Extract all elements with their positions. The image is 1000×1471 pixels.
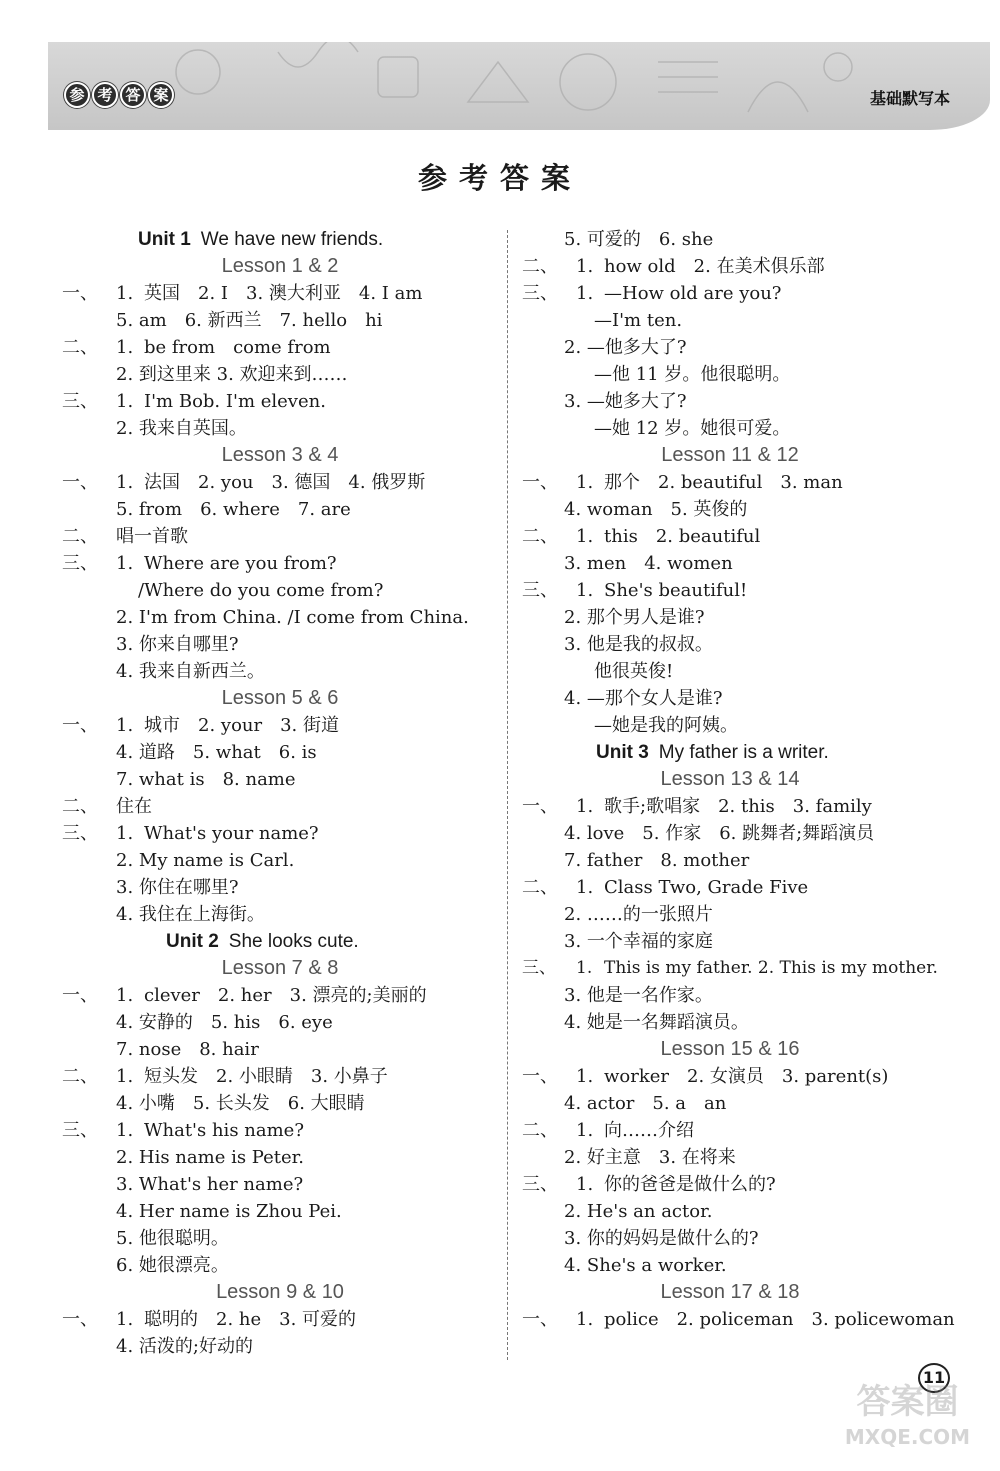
answer-line: 4. 我来自新西兰。 bbox=[116, 661, 265, 682]
answer-line: —她是我的阿姨。 bbox=[594, 715, 738, 736]
answer-line: 一、 1. 英国 2. I 3. 澳大利亚 4. I am bbox=[62, 283, 423, 304]
answer-line: 一、 1. worker 2. 女演员 3. parent(s) bbox=[522, 1066, 889, 1087]
answer-line: 一、 1. 那个 2. beautiful 3. man bbox=[522, 472, 843, 493]
answer-line: 3. What's her name? bbox=[116, 1174, 304, 1195]
answer-line: 7. what is 8. name bbox=[116, 769, 296, 790]
answer-line: 5. am 6. 新西兰 7. hello hi bbox=[116, 310, 383, 331]
lesson-heading: Lesson 15 & 16 bbox=[660, 1038, 800, 1060]
lesson-heading: Lesson 13 & 14 bbox=[660, 768, 800, 790]
page-number: 11 bbox=[918, 1363, 950, 1393]
answer-line: 2. —他多大了? bbox=[564, 337, 687, 358]
answer-line: 5. from 6. where 7. are bbox=[116, 499, 351, 520]
answer-line: 6. 她很漂亮。 bbox=[116, 1255, 229, 1276]
answer-line: 三、 1. —How old are you? bbox=[522, 283, 782, 304]
answer-line: 2. 那个男人是谁? bbox=[564, 607, 705, 628]
answer-line: 4. 安静的 5. his 6. eye bbox=[116, 1012, 333, 1033]
answer-line: 二、 1. this 2. beautiful bbox=[522, 526, 761, 547]
answer-line: 4. She's a worker. bbox=[564, 1255, 727, 1276]
answer-tag bbox=[64, 82, 174, 108]
answer-line: —I'm ten. bbox=[594, 310, 683, 331]
page-title: 参考答案 bbox=[417, 161, 582, 195]
answer-line: 二、 1. how old 2. 在美术俱乐部 bbox=[522, 256, 825, 277]
answer-line: 一、 1. 歌手;歌唱家 2. this 3. family bbox=[522, 796, 872, 817]
unit-label: Unit 2 bbox=[166, 931, 219, 952]
answer-line: 3. 他是我的叔叔。 bbox=[564, 634, 713, 655]
answer-line: 4. 她是一名舞蹈演员。 bbox=[564, 1012, 749, 1033]
answer-line: 4. woman 5. 英俊的 bbox=[564, 499, 748, 520]
lesson-heading: Lesson 17 & 18 bbox=[660, 1281, 800, 1303]
lesson-heading: Lesson 5 & 6 bbox=[221, 687, 339, 709]
answer-line: 2. 到这里来 3. 欢迎来到…… bbox=[116, 364, 348, 385]
answer-line: 二、 1. 向……介绍 bbox=[522, 1120, 694, 1141]
answer-line: 三、 1. What's your name? bbox=[62, 823, 319, 844]
answer-line: 二、 1. 短头发 2. 小眼睛 3. 小鼻子 bbox=[62, 1066, 388, 1087]
column-divider bbox=[507, 230, 508, 1360]
lesson-heading: Lesson 9 & 10 bbox=[216, 1281, 344, 1303]
answer-line: 一、 1. police 2. policeman 3. policewoman bbox=[522, 1309, 955, 1330]
answer-line: 三、 1. I'm Bob. I'm eleven. bbox=[62, 391, 326, 412]
answer-line: 4. love 5. 作家 6. 跳舞者;舞蹈演员 bbox=[564, 823, 875, 844]
answer-line: 7. father 8. mother bbox=[564, 850, 750, 871]
answer-line: 一、 1. 城市 2. your 3. 街道 bbox=[62, 715, 339, 736]
answer-line: 二、 1. Class Two, Grade Five bbox=[522, 877, 809, 898]
unit-name: We have new friends. bbox=[200, 229, 384, 250]
answer-line: 二、 1. be from come from bbox=[62, 337, 331, 358]
watermark-url: MXQE.COM bbox=[844, 1425, 971, 1449]
answer-line: 三、 1. She's beautiful! bbox=[522, 580, 748, 601]
answer-line: 4. Her name is Zhou Pei. bbox=[116, 1201, 342, 1222]
unit-label: Unit 1 bbox=[138, 229, 191, 250]
watermark bbox=[820, 1380, 995, 1470]
answer-line: 二、 住在 bbox=[62, 796, 152, 817]
answer-line: 3. —她多大了? bbox=[564, 391, 687, 412]
unit-name: She looks cute. bbox=[228, 931, 359, 952]
answer-line: —他 11 岁。他很聪明。 bbox=[594, 364, 791, 385]
tag-char: 案 bbox=[148, 82, 174, 108]
decorative-pattern bbox=[48, 42, 990, 130]
answer-line: 2. I'm from China. /I come from China. bbox=[116, 607, 469, 628]
answer-line: 一、 1. clever 2. her 3. 漂亮的;美丽的 bbox=[62, 985, 427, 1006]
answer-line: 4. 小嘴 5. 长头发 6. 大眼睛 bbox=[116, 1093, 365, 1114]
answer-line: 三、 1. This is my father. 2. This is my mother. bbox=[522, 958, 938, 978]
answer-line: 3. 你的妈妈是做什么的? bbox=[564, 1228, 759, 1249]
answer-line: 2. He's an actor. bbox=[564, 1201, 713, 1222]
lesson-heading: Lesson 3 & 4 bbox=[221, 444, 339, 466]
lesson-heading: Lesson 11 & 12 bbox=[661, 444, 799, 466]
answer-line: 4. 道路 5. what 6. is bbox=[116, 742, 317, 763]
book-title: 基础默写本 bbox=[869, 89, 950, 108]
watermark-logo: 答案圈 bbox=[856, 1382, 959, 1422]
answer-line: 三、 1. 你的爸爸是做什么的? bbox=[522, 1174, 776, 1195]
answer-line: 3. 他是一名作家。 bbox=[564, 985, 713, 1006]
answer-line: 5. 可爱的 6. she bbox=[564, 229, 714, 250]
answer-line: 3. men 4. women bbox=[564, 553, 733, 574]
answer-line: 4. —那个女人是谁? bbox=[564, 688, 723, 709]
answer-line: 3. 一个幸福的家庭 bbox=[564, 931, 713, 952]
tag-char: 答 bbox=[120, 82, 146, 108]
unit-title bbox=[166, 928, 359, 955]
answer-line: 4. actor 5. a an bbox=[564, 1093, 727, 1114]
unit-name: My father is a writer. bbox=[658, 742, 829, 763]
answer-line: 3. 你住在哪里? bbox=[116, 877, 239, 898]
answer-line: 三、 1. What's his name? bbox=[62, 1120, 304, 1141]
lesson-heading: Lesson 7 & 8 bbox=[221, 957, 339, 979]
answer-line: 7. nose 8. hair bbox=[116, 1039, 259, 1060]
unit-label: Unit 3 bbox=[596, 742, 649, 763]
answer-line: 2. My name is Carl. bbox=[116, 850, 295, 871]
lesson-heading: Lesson 1 & 2 bbox=[221, 255, 339, 277]
answer-line: 4. 活泼的;好动的 bbox=[116, 1336, 253, 1357]
answer-line: 二、 唱一首歌 bbox=[62, 526, 188, 547]
tag-char: 考 bbox=[92, 82, 118, 108]
answer-line: 2. His name is Peter. bbox=[116, 1147, 304, 1168]
answer-line: 2. 我来自英国。 bbox=[116, 418, 247, 439]
answer-line: —她 12 岁。她很可爱。 bbox=[594, 418, 791, 439]
answer-line: 一、 1. 法国 2. you 3. 德国 4. 俄罗斯 bbox=[62, 472, 426, 493]
answer-line: 5. 他很聪明。 bbox=[116, 1228, 229, 1249]
answer-line: /Where do you come from? bbox=[138, 580, 384, 601]
answer-line: 4. 我住在上海街。 bbox=[116, 904, 265, 925]
answer-line: 2. ……的一张照片 bbox=[564, 904, 713, 925]
answer-line: 三、 1. Where are you from? bbox=[62, 553, 337, 574]
header-banner bbox=[48, 42, 990, 130]
answer-line: 一、 1. 聪明的 2. he 3. 可爱的 bbox=[62, 1309, 357, 1330]
unit-title bbox=[138, 226, 383, 253]
answer-line: 3. 你来自哪里? bbox=[116, 634, 239, 655]
answer-line: 他很英俊! bbox=[594, 661, 674, 682]
tag-char: 参 bbox=[64, 82, 90, 108]
unit-title bbox=[596, 739, 829, 766]
answer-line: 2. 好主意 3. 在将来 bbox=[564, 1147, 736, 1168]
